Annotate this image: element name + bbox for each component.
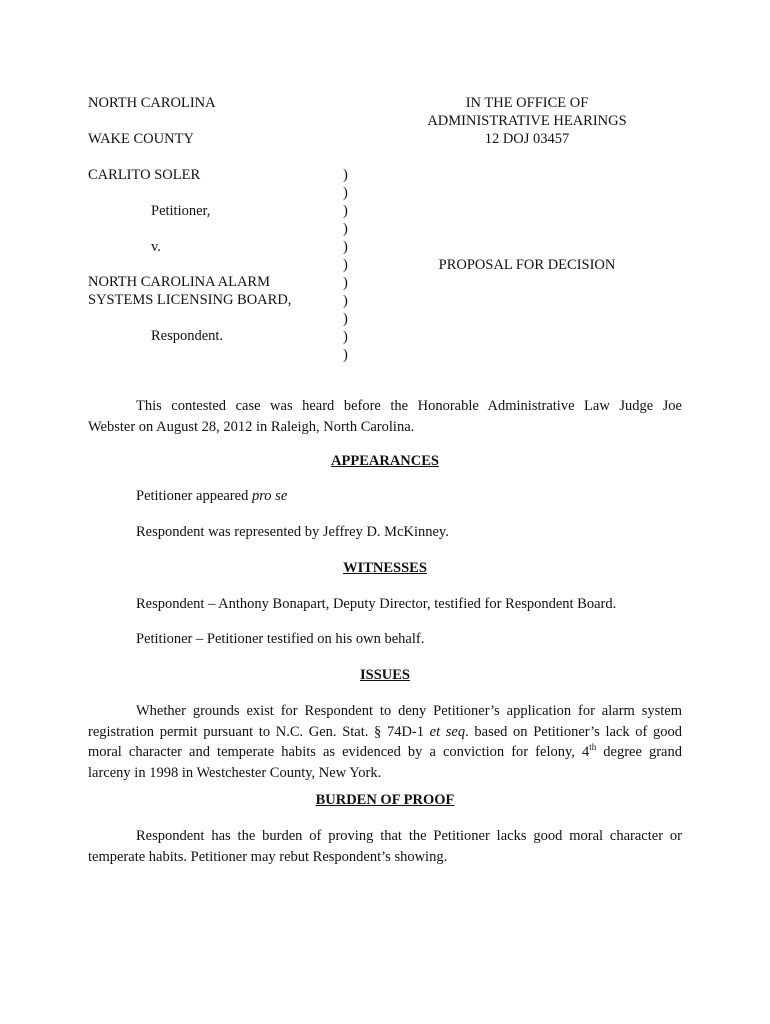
issues-heading: ISSUES <box>360 667 410 683</box>
intro-line-2: Webster on August 28, 2012 in Raleigh, North Carolina. <box>88 418 415 435</box>
caption-paren: ) <box>343 185 348 201</box>
petitioner-name: CARLITO SOLER <box>88 167 201 183</box>
caption-paren: ) <box>343 167 348 183</box>
case-number: 12 DOJ 03457 <box>484 131 570 147</box>
issues-line-3-text-end: degree grand <box>596 744 682 760</box>
caption-paren: ) <box>343 239 348 255</box>
pro-se-italic: pro se <box>251 488 288 504</box>
burden-line-1: Respondent has the burden of proving that the Petitioner lacks good moral character or <box>136 828 682 844</box>
petitioner-appearance-text: Petitioner appeared <box>136 488 252 504</box>
issues-line-2-text-end: . based on Petitioner’s lack of good <box>465 723 682 740</box>
issues-line-3 <box>88 742 682 763</box>
intro-paragraph <box>88 396 682 437</box>
caption-paren: ) <box>343 293 348 309</box>
issues-paragraph <box>88 701 682 783</box>
respondent-name-line-1: NORTH CAROLINA ALARM <box>88 274 271 290</box>
burden-heading: BURDEN OF PROOF <box>315 792 455 808</box>
issues-line-3-text: moral character and temperate habits as evidenced by a conviction for felony, 4 <box>88 744 590 760</box>
issues-line-4: larceny in 1998 in Westchester County, New York. <box>88 764 382 781</box>
caption-paren: ) <box>343 203 348 219</box>
county-caption: WAKE COUNTY <box>88 131 194 147</box>
caption-paren: ) <box>343 311 348 327</box>
caption-paren: ) <box>343 257 348 273</box>
respondent-name-line-2: SYSTEMS LICENSING BOARD, <box>88 292 292 308</box>
office-line-1: IN THE OFFICE OF <box>465 95 589 111</box>
caption-paren: ) <box>343 221 348 237</box>
issues-line-1: Whether grounds exist for Respondent to deny Petitioner’s application for alarm system <box>136 703 682 719</box>
intro-line-1: This contested case was heard before the Honorable Administrative Law Judge Joe <box>136 398 682 414</box>
document-title: PROPOSAL FOR DECISION <box>438 257 616 273</box>
issues-line-2 <box>88 722 682 743</box>
et-seq-italic: et seq <box>429 723 466 740</box>
petitioner-witness: Petitioner – Petitioner testified on his own behalf. <box>136 631 425 647</box>
caption-paren: ) <box>343 329 348 345</box>
petitioner-role: Petitioner, <box>151 203 211 219</box>
ordinal-superscript: th <box>589 742 597 753</box>
caption-paren: ) <box>343 347 348 363</box>
petitioner-appearance <box>136 487 287 505</box>
respondent-appearance: Respondent was represented by Jeffrey D. McKinney. <box>136 524 449 540</box>
burden-line-2: temperate habits. Petitioner may rebut Respondent’s showing. <box>88 848 448 865</box>
issues-line-2-text: registration permit pursuant to N.C. Gen. Stat. § 74D-1 <box>88 723 430 740</box>
burden-paragraph <box>88 826 682 867</box>
state-caption: NORTH CAROLINA <box>88 95 216 111</box>
caption-paren: ) <box>343 275 348 291</box>
respondent-role: Respondent. <box>151 328 224 344</box>
office-line-2: ADMINISTRATIVE HEARINGS <box>427 113 627 129</box>
respondent-witness: Respondent – Anthony Bonapart, Deputy Director, testified for Respondent Board. <box>136 596 617 612</box>
versus-label: v. <box>151 239 161 255</box>
witnesses-heading: WITNESSES <box>343 560 427 576</box>
appearances-heading: APPEARANCES <box>331 453 439 469</box>
